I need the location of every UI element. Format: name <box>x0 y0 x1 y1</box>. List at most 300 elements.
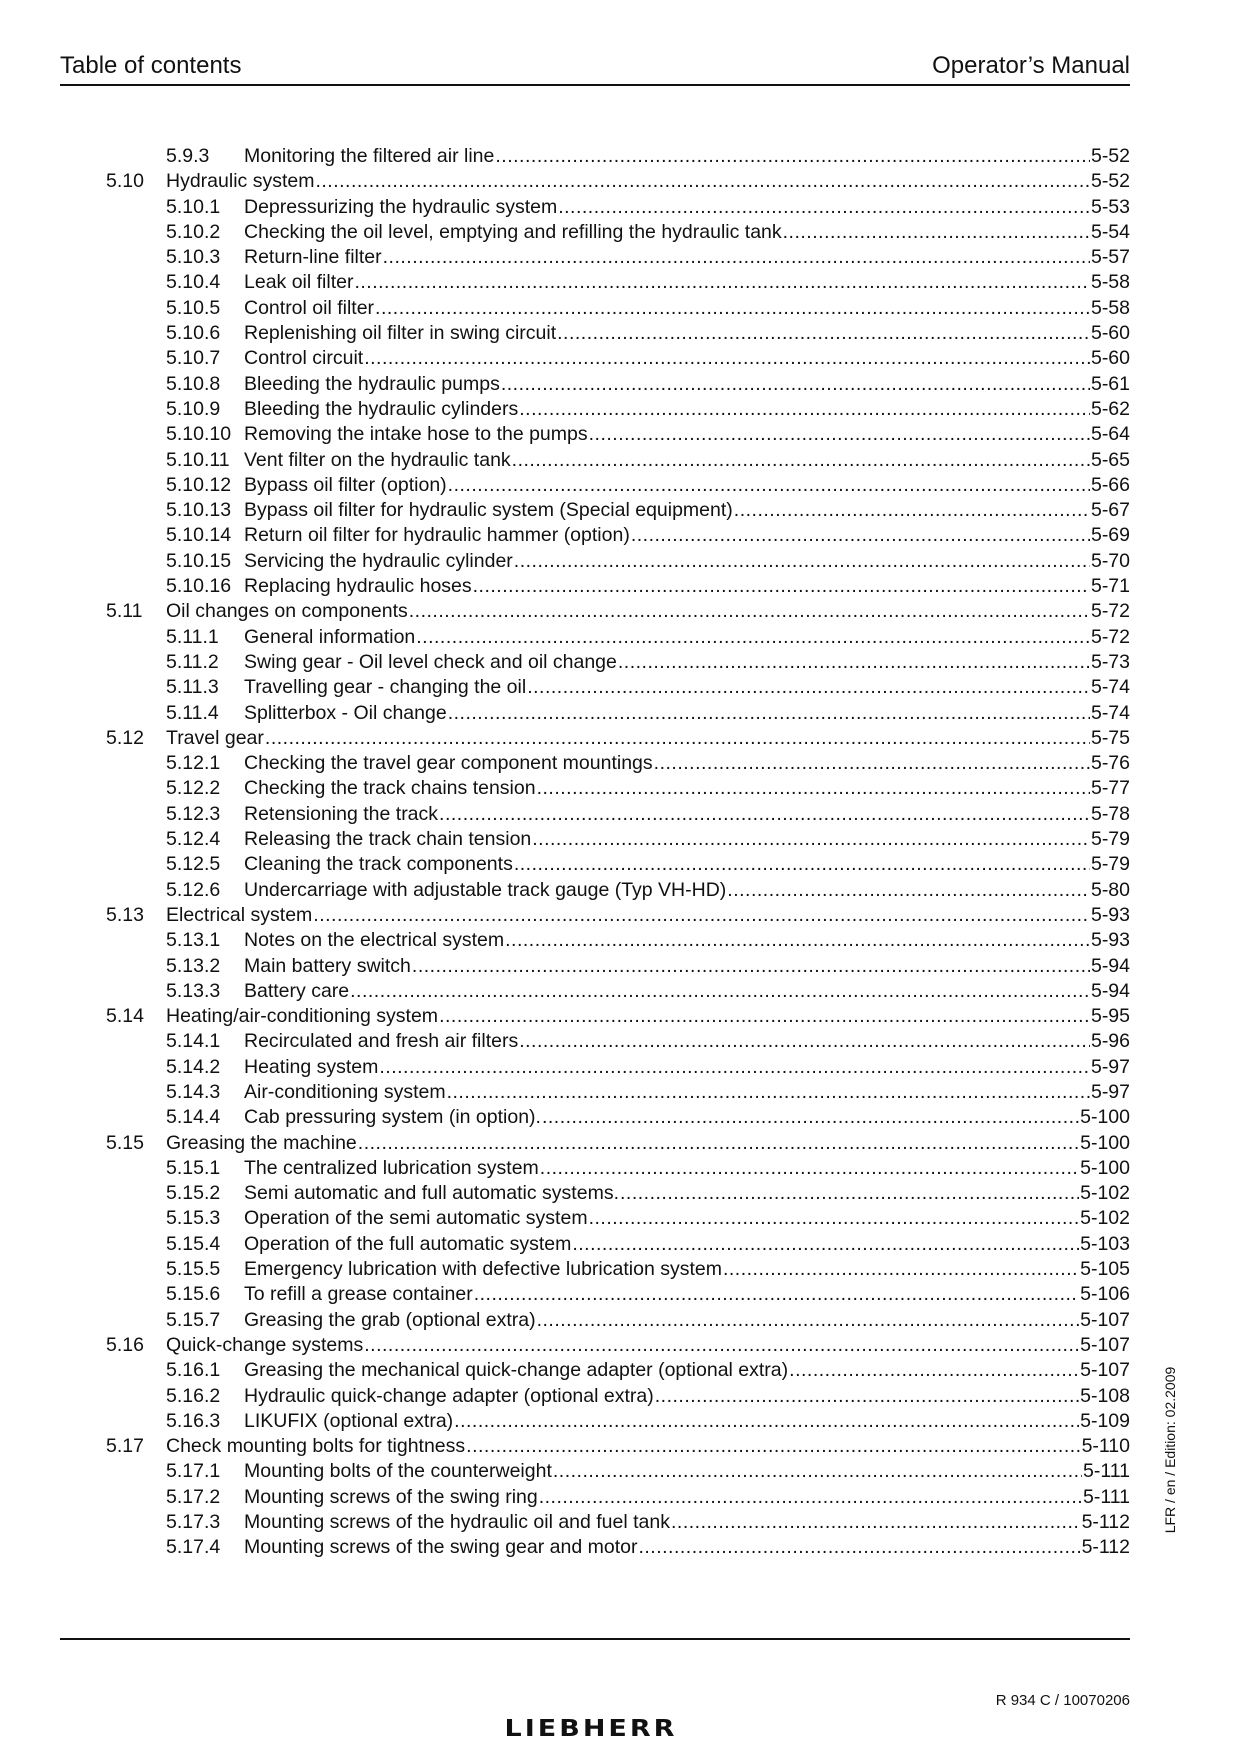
toc-dot-leader <box>789 1358 1079 1383</box>
toc-entry-title: Checking the travel gear component mountings <box>244 752 653 775</box>
toc-entry-body <box>244 422 1130 447</box>
toc-entry-body <box>244 1156 1130 1181</box>
toc-entry[interactable] <box>104 701 1130 726</box>
toc-entry-page: 5-74 <box>1090 701 1130 724</box>
toc-entry-title: Control oil filter <box>244 296 375 319</box>
toc-entry-number: 5.16 <box>106 1333 144 1356</box>
toc-entry-body <box>244 473 1130 498</box>
toc-entry-title: Monitoring the filtered air line <box>244 145 495 167</box>
toc-entry-number: 5.10.7 <box>166 347 221 370</box>
toc-entry-page: 5-52 <box>1090 170 1130 193</box>
toc-entry-title: Operation of the full automatic system <box>244 1232 572 1255</box>
toc-entry-page: 5-102 <box>1080 1207 1130 1230</box>
toc-dot-leader <box>466 1434 1080 1459</box>
toc-entry-title: Heating system <box>244 1055 379 1078</box>
toc-entry[interactable] <box>104 954 1130 979</box>
toc-entry[interactable] <box>104 574 1130 599</box>
toc-dot-leader <box>474 1282 1079 1307</box>
toc-entry-number: 5.10.1 <box>166 195 221 218</box>
toc-entry-page: 5-94 <box>1090 979 1130 1002</box>
toc-entry-body <box>244 1485 1130 1510</box>
toc-entry-page: 5-60 <box>1090 347 1130 370</box>
header-section-title: Table of contents <box>60 52 242 79</box>
toc-entry-title: Recirculated and fresh air filters <box>244 1030 519 1053</box>
toc-dot-leader <box>537 1308 1080 1333</box>
toc-entry-body <box>244 802 1130 827</box>
toc-entry-body <box>244 827 1130 852</box>
toc-entry-title: Bleeding the hydraulic pumps <box>244 372 500 395</box>
toc-entry-body <box>244 1358 1130 1383</box>
toc-entry-title: Removing the intake hose to the pumps <box>244 423 588 446</box>
toc-dot-leader <box>589 422 1090 447</box>
toc-entry-title: Greasing the grab (optional extra) <box>244 1308 536 1331</box>
toc-entry-body <box>244 1384 1130 1409</box>
toc-entry-body <box>244 954 1130 979</box>
toc-dot-leader <box>350 979 1090 1004</box>
toc-entry-page: 5-52 <box>1090 145 1130 167</box>
toc-entry-title: Semi automatic and full automatic systems. <box>244 1182 619 1205</box>
toc-entry[interactable] <box>104 1282 1130 1307</box>
toc-entry[interactable] <box>104 1333 1130 1358</box>
toc-entry-page: 5-58 <box>1090 296 1130 319</box>
toc-entry-body <box>244 928 1130 953</box>
toc-entry[interactable] <box>104 321 1130 346</box>
toc-entry[interactable] <box>104 245 1130 270</box>
toc-entry-title: Check mounting bolts for tightness <box>166 1435 466 1458</box>
toc-entry-page: 5-94 <box>1090 954 1130 977</box>
toc-entry-page: 5-57 <box>1090 246 1130 269</box>
toc-entry[interactable] <box>104 270 1130 295</box>
toc-entry-number: 5.10.8 <box>166 372 221 395</box>
header-rule <box>60 84 1130 86</box>
toc-entry[interactable] <box>104 1029 1130 1054</box>
toc-dot-leader <box>473 574 1090 599</box>
toc-entry-body <box>244 270 1130 295</box>
toc-entry-number: 5.15.1 <box>166 1156 221 1179</box>
toc-entry-title: Battery care <box>244 979 350 1002</box>
toc-entry-number: 5.12.6 <box>166 878 221 901</box>
toc-dot-leader <box>572 1232 1079 1257</box>
edition-note <box>1160 1345 1180 1555</box>
toc-entry-body <box>244 1459 1130 1484</box>
toc-entry-number: 5.11.2 <box>166 650 219 673</box>
toc-entry-number: 5.17.2 <box>166 1485 221 1508</box>
toc-entry-title: The centralized lubrication system <box>244 1156 539 1179</box>
toc-entry-number: 5.16.3 <box>166 1409 221 1432</box>
toc-entry[interactable] <box>104 979 1130 1004</box>
toc-entry-title: Vent filter on the hydraulic tank <box>244 448 511 471</box>
toc-dot-leader <box>514 549 1090 574</box>
toc-entry-body <box>244 776 1130 801</box>
toc-entry[interactable] <box>104 144 1130 169</box>
toc-dot-leader <box>734 498 1090 523</box>
toc-entry-title: Main battery switch <box>244 954 411 977</box>
toc-entry[interactable] <box>104 650 1130 675</box>
toc-entry-body <box>166 169 1130 194</box>
toc-entry-number: 5.15.6 <box>166 1283 221 1306</box>
toc-entry-title: Electrical system <box>166 903 313 926</box>
toc-entry-number: 5.15 <box>106 1131 144 1154</box>
toc-entry-page: 5-80 <box>1090 878 1130 901</box>
toc-dot-leader <box>354 270 1090 295</box>
toc-entry-number: 5.13 <box>106 903 144 926</box>
toc-entry[interactable] <box>104 346 1130 371</box>
toc-entry[interactable] <box>104 852 1130 877</box>
toc-entry[interactable] <box>104 1358 1130 1383</box>
toc-entry-body <box>244 144 1130 169</box>
toc-entry-page: 5-96 <box>1090 1030 1130 1053</box>
toc-entry[interactable] <box>104 827 1130 852</box>
toc-entry-page: 5-79 <box>1090 828 1130 851</box>
toc-entry-page: 5-111 <box>1083 1485 1130 1508</box>
toc-entry-title: Emergency lubrication with defective lubrication system <box>244 1258 722 1281</box>
toc-dot-leader <box>448 701 1090 726</box>
toc-entry[interactable] <box>104 726 1130 751</box>
toc-entry-page: 5-100 <box>1080 1156 1130 1179</box>
toc-entry-number: 5.10.9 <box>166 397 221 420</box>
toc-entry[interactable] <box>104 1232 1130 1257</box>
toc-dot-leader <box>514 852 1090 877</box>
toc-entry-body <box>166 1434 1130 1459</box>
toc-entry-number: 5.14.4 <box>166 1106 221 1129</box>
toc-entry-page: 5-78 <box>1090 802 1130 825</box>
toc-entry[interactable] <box>104 1535 1130 1560</box>
toc-entry-page: 5-72 <box>1090 600 1130 623</box>
toc-entry-body <box>244 650 1130 675</box>
toc-entry[interactable] <box>104 169 1130 194</box>
toc-entry-body <box>244 1206 1130 1231</box>
toc-entry-number: 5.10.11 <box>166 448 230 471</box>
toc-entry-page: 5-79 <box>1090 853 1130 876</box>
toc-entry-title: Greasing the machine <box>166 1131 357 1154</box>
toc-dot-leader <box>501 372 1090 397</box>
toc-entry-title: LIKUFIX (optional extra) <box>244 1409 454 1432</box>
toc-entry-page: 5-53 <box>1090 195 1130 218</box>
toc-entry-title: Mounting bolts of the counterweight <box>244 1460 552 1483</box>
toc-dot-leader <box>723 1257 1079 1282</box>
toc-entry[interactable] <box>104 1257 1130 1282</box>
toc-entry-number: 5.12.5 <box>166 853 221 876</box>
toc-entry-page: 5-58 <box>1090 271 1130 294</box>
toc-dot-leader <box>638 1535 1080 1560</box>
toc-entry-body <box>244 523 1130 548</box>
toc-entry-number: 5.10.5 <box>166 296 221 319</box>
toc-entry-page: 5-69 <box>1090 524 1130 547</box>
toc-entry-body <box>244 1105 1130 1130</box>
toc-entry-title: Leak oil filter <box>244 271 354 294</box>
toc-entry-title: Air-conditioning system <box>244 1080 446 1103</box>
toc-entry[interactable] <box>104 296 1130 321</box>
toc-entry[interactable] <box>104 195 1130 220</box>
toc-entry[interactable] <box>104 928 1130 953</box>
toc-entry-number: 5.12.3 <box>166 802 221 825</box>
toc-entry-number: 5.12.4 <box>166 828 221 851</box>
toc-entry[interactable] <box>104 498 1130 523</box>
toc-dot-leader <box>542 1105 1079 1130</box>
toc-entry[interactable] <box>104 1131 1130 1156</box>
toc-dot-leader <box>265 726 1090 751</box>
toc-entry-number: 5.15.2 <box>166 1182 221 1205</box>
toc-dot-leader <box>618 650 1090 675</box>
toc-entry-number: 5.17.1 <box>166 1460 221 1483</box>
toc-entry-title: Oil changes on components <box>166 600 408 623</box>
toc-entry[interactable] <box>104 903 1130 928</box>
toc-entry-body <box>244 878 1130 903</box>
toc-entry-body <box>166 903 1130 928</box>
toc-dot-leader <box>519 1029 1090 1054</box>
toc-entry-body <box>244 1308 1130 1333</box>
toc-entry-page: 5-93 <box>1090 929 1130 952</box>
toc-entry-page: 5-75 <box>1090 726 1130 749</box>
header-manual-title: Operator’s Manual <box>932 52 1130 79</box>
toc-entry-page: 5-76 <box>1090 752 1130 775</box>
toc-entry-number: 5.11.3 <box>166 676 219 699</box>
toc-entry-page: 5-100 <box>1080 1131 1130 1154</box>
toc-entry[interactable] <box>104 1434 1130 1459</box>
toc-entry-title: Releasing the track chain tension <box>244 828 532 851</box>
toc-entry-number: 5.12 <box>106 726 144 749</box>
toc-dot-leader <box>540 1156 1079 1181</box>
toc-entry-number: 5.15.7 <box>166 1308 221 1331</box>
toc-entry[interactable] <box>104 1485 1130 1510</box>
toc-entry-page: 5-111 <box>1083 1460 1130 1483</box>
toc-dot-leader <box>505 928 1090 953</box>
toc-entry-number: 5.11.4 <box>166 701 219 724</box>
toc-entry-number: 5.15.4 <box>166 1232 221 1255</box>
toc-entry-title: Quick-change systems <box>166 1333 364 1356</box>
toc-entry-page: 5-77 <box>1090 777 1130 800</box>
toc-entry-page: 5-54 <box>1090 220 1130 243</box>
toc-dot-leader <box>655 1384 1079 1409</box>
toc-dot-leader <box>448 473 1090 498</box>
toc-entry-body <box>166 1131 1130 1156</box>
toc-entry-body <box>244 220 1130 245</box>
toc-entry-page: 5-100 <box>1080 1106 1130 1129</box>
toc-entry-page: 5-61 <box>1090 372 1130 395</box>
toc-entry-number: 5.10.10 <box>166 423 232 446</box>
toc-entry[interactable] <box>104 776 1130 801</box>
toc-entry[interactable] <box>104 1206 1130 1231</box>
toc-entry[interactable] <box>104 751 1130 776</box>
toc-entry-body <box>244 397 1130 422</box>
toc-entry-page: 5-107 <box>1080 1333 1130 1356</box>
toc-entry-body <box>244 1535 1130 1560</box>
toc-dot-leader <box>589 1206 1080 1231</box>
liebherr-logo: LIEBHERR <box>504 1715 678 1742</box>
toc-entry-number: 5.14.3 <box>166 1080 221 1103</box>
page-header <box>60 52 1130 82</box>
toc-entry-number: 5.14 <box>106 1005 144 1028</box>
toc-entry-body <box>244 245 1130 270</box>
toc-entry-number: 5.14.1 <box>166 1030 221 1053</box>
toc-entry-title: Replacing hydraulic hoses <box>244 575 472 598</box>
toc-entry-title: Mounting screws of the hydraulic oil and fuel tank <box>244 1511 670 1534</box>
toc-entry[interactable] <box>104 625 1130 650</box>
toc-entry[interactable] <box>104 599 1130 624</box>
toc-entry[interactable] <box>104 523 1130 548</box>
toc-entry-title: Swing gear - Oil level check and oil change <box>244 650 617 673</box>
toc-dot-leader <box>495 144 1090 169</box>
toc-dot-leader <box>313 903 1090 928</box>
toc-entry-body <box>244 1055 1130 1080</box>
toc-entry-number: 5.10.6 <box>166 322 221 345</box>
toc-entry-title: General information <box>244 625 416 648</box>
toc-entry-title: Cleaning the track components <box>244 853 513 876</box>
toc-entry[interactable] <box>104 1308 1130 1333</box>
toc-entry[interactable] <box>104 675 1130 700</box>
toc-entry-number: 5.16.2 <box>166 1384 221 1407</box>
toc-entry-body <box>244 1232 1130 1257</box>
toc-dot-leader <box>727 878 1090 903</box>
toc-entry-number: 5.13.3 <box>166 979 221 1002</box>
toc-dot-leader <box>379 1055 1090 1080</box>
toc-entry[interactable] <box>104 1181 1130 1206</box>
toc-entry-page: 5-107 <box>1080 1308 1130 1331</box>
toc-entry-title: Mounting screws of the swing ring <box>244 1485 538 1508</box>
toc-dot-leader <box>358 1131 1079 1156</box>
toc-entry-title: Servicing the hydraulic cylinder <box>244 549 513 572</box>
toc-entry-body <box>244 625 1130 650</box>
toc-entry-body <box>166 599 1130 624</box>
toc-dot-leader <box>364 346 1090 371</box>
toc-entry-body <box>244 852 1130 877</box>
toc-entry-number: 5.13.2 <box>166 954 221 977</box>
toc-entry-title: Mounting screws of the swing gear and motor <box>244 1536 638 1559</box>
toc-entry-page: 5-109 <box>1080 1409 1130 1432</box>
toc-entry-page: 5-95 <box>1090 1005 1130 1028</box>
toc-entry-body <box>244 1029 1130 1054</box>
toc-entry-number: 5.10.12 <box>166 473 232 496</box>
toc-entry[interactable] <box>104 1105 1130 1130</box>
toc-entry-title: Notes on the electrical system <box>244 929 505 952</box>
document-reference: R 934 C / 10070206 <box>995 1692 1130 1709</box>
toc-entry-number: 5.11.1 <box>166 625 219 648</box>
toc-entry-page: 5-60 <box>1090 322 1130 345</box>
toc-entry-page: 5-103 <box>1080 1232 1130 1255</box>
toc-entry[interactable] <box>104 1384 1130 1409</box>
toc-dot-leader <box>375 296 1090 321</box>
toc-entry-title: Undercarriage with adjustable track gauge (Typ VH-HD) <box>244 878 727 901</box>
toc-entry[interactable] <box>104 372 1130 397</box>
toc-entry-page: 5-108 <box>1080 1384 1130 1407</box>
toc-entry-page: 5-110 <box>1081 1435 1130 1458</box>
toc-entry-number: 5.10.14 <box>166 524 232 547</box>
toc-entry-title: Return oil filter for hydraulic hammer (option) <box>244 524 630 547</box>
toc-entry[interactable] <box>104 397 1130 422</box>
toc-entry[interactable] <box>104 1004 1130 1029</box>
toc-entry-title: Travelling gear - changing the oil <box>244 676 527 699</box>
toc-entry-title: Checking the track chains tension <box>244 777 536 800</box>
toc-entry-title: Bleeding the hydraulic cylinders <box>244 397 519 420</box>
toc-dot-leader <box>539 1485 1082 1510</box>
toc-dot-leader <box>512 448 1090 473</box>
toc-entry-number: 5.12.1 <box>166 752 221 775</box>
toc-entry-title: Retensioning the track <box>244 802 439 825</box>
toc-entry-body <box>166 726 1130 751</box>
toc-entry[interactable] <box>104 422 1130 447</box>
table-of-contents <box>104 144 1130 1561</box>
toc-entry-page: 5-64 <box>1090 423 1130 446</box>
toc-entry-body <box>166 1333 1130 1358</box>
toc-entry-number: 5.9.3 <box>166 145 210 167</box>
toc-entry[interactable] <box>104 1156 1130 1181</box>
toc-entry-number: 5.10.13 <box>166 499 232 522</box>
toc-entry-page: 5-73 <box>1090 650 1130 673</box>
toc-entry[interactable] <box>104 878 1130 903</box>
toc-dot-leader <box>315 169 1090 194</box>
toc-entry-page: 5-67 <box>1090 499 1130 522</box>
toc-entry[interactable] <box>104 1080 1130 1105</box>
toc-entry-title: Heating/air-conditioning system <box>166 1005 439 1028</box>
toc-entry-body <box>244 1181 1130 1206</box>
toc-entry-body <box>166 1004 1130 1029</box>
toc-entry-number: 5.10.15 <box>166 549 232 572</box>
toc-entry[interactable] <box>104 1459 1130 1484</box>
toc-dot-leader <box>454 1409 1079 1434</box>
toc-entry-page: 5-62 <box>1090 397 1130 420</box>
toc-entry-title: To refill a grease container <box>244 1283 473 1306</box>
toc-entry-body <box>244 1257 1130 1282</box>
toc-entry-body <box>244 701 1130 726</box>
toc-dot-leader <box>537 776 1090 801</box>
toc-dot-leader <box>439 802 1090 827</box>
toc-entry[interactable] <box>104 448 1130 473</box>
toc-entry-page: 5-97 <box>1090 1055 1130 1078</box>
toc-entry-body <box>244 296 1130 321</box>
toc-dot-leader <box>383 245 1090 270</box>
toc-dot-leader <box>671 1510 1081 1535</box>
toc-entry-number: 5.10.16 <box>166 575 232 598</box>
toc-entry[interactable] <box>104 549 1130 574</box>
toc-entry[interactable] <box>104 473 1130 498</box>
toc-entry-title: Bypass oil filter for hydraulic system (Special equipment) <box>244 499 733 522</box>
toc-entry-page: 5-106 <box>1080 1283 1130 1306</box>
toc-entry-page: 5-107 <box>1080 1359 1130 1382</box>
toc-dot-leader <box>527 675 1090 700</box>
toc-entry-page: 5-72 <box>1090 625 1130 648</box>
toc-dot-leader <box>519 397 1090 422</box>
toc-entry-number: 5.17 <box>106 1435 144 1458</box>
toc-entry[interactable] <box>104 802 1130 827</box>
toc-entry-title: Control circuit <box>244 347 364 370</box>
toc-entry-number: 5.14.2 <box>166 1055 221 1078</box>
toc-entry-title: Greasing the mechanical quick-change adapter (optional extra) <box>244 1359 789 1382</box>
toc-entry-body <box>244 574 1130 599</box>
toc-dot-leader <box>620 1181 1079 1206</box>
toc-entry[interactable] <box>104 1510 1130 1535</box>
toc-entry-page: 5-97 <box>1090 1080 1130 1103</box>
toc-dot-leader <box>412 954 1090 979</box>
toc-entry-title: Replenishing oil filter in swing circuit <box>244 322 557 345</box>
toc-entry-body <box>244 498 1130 523</box>
toc-entry-title: Checking the oil level, emptying and refilling the hydraulic tank <box>244 220 782 243</box>
toc-entry[interactable] <box>104 220 1130 245</box>
toc-entry-body <box>244 675 1130 700</box>
toc-entry-body <box>244 979 1130 1004</box>
toc-entry-page: 5-112 <box>1081 1536 1130 1559</box>
toc-entry-title: Cab pressuring system (in option). <box>244 1106 541 1129</box>
toc-dot-leader <box>631 523 1090 548</box>
toc-entry-title: Hydraulic quick-change adapter (optional extra) <box>244 1384 654 1407</box>
toc-entry[interactable] <box>104 1409 1130 1434</box>
toc-entry-number: 5.17.4 <box>166 1536 221 1559</box>
toc-entry[interactable] <box>104 1055 1130 1080</box>
toc-entry-body <box>244 1282 1130 1307</box>
toc-entry-number: 5.10.4 <box>166 271 221 294</box>
toc-dot-leader <box>783 220 1090 245</box>
toc-entry-number: 5.10.2 <box>166 220 221 243</box>
toc-entry-title: Splitterbox - Oil change <box>244 701 447 724</box>
